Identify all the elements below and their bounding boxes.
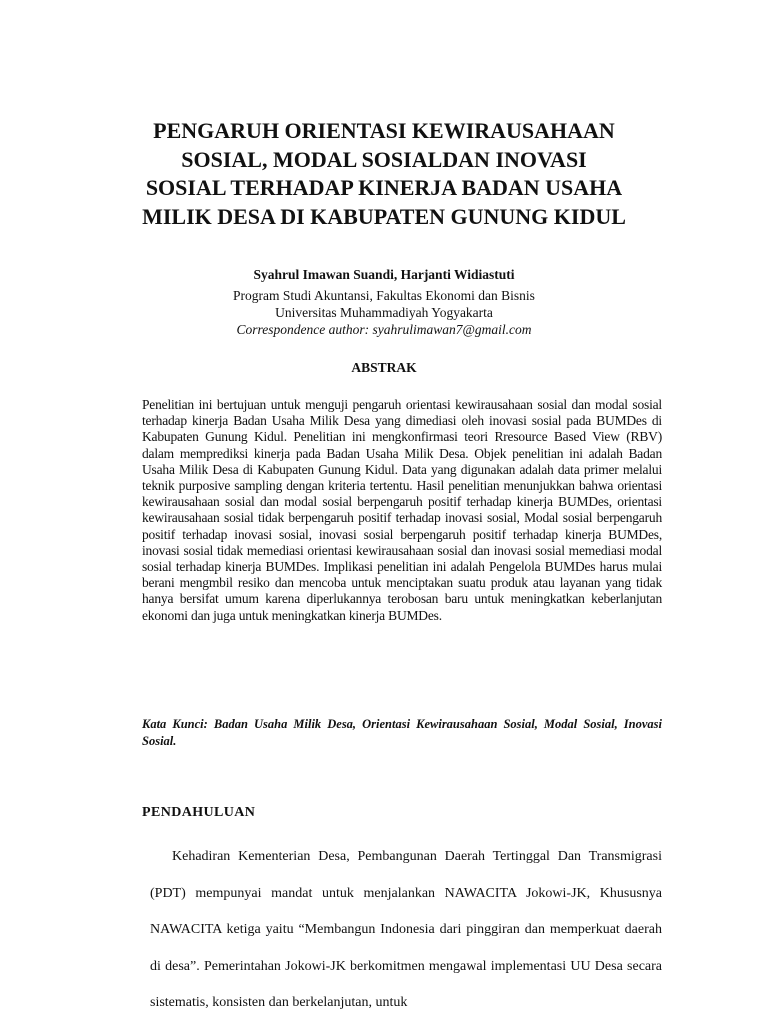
correspondence-email-link[interactable]: syahrulimawan7@gmail.com <box>372 322 532 337</box>
keywords-line: Kata Kunci: Badan Usaha Milik Desa, Orientasi Kewirausahaan Sosial, Modal Sosial, Inovasi Sosial. <box>142 717 662 748</box>
correspondence-line <box>140 321 628 338</box>
affiliation-university: Universitas Muhammadiyah Yogyakarta <box>275 305 493 320</box>
correspondence-label: Correspondence author: <box>236 322 373 337</box>
abstract-paragraph: Penelitian ini bertujuan untuk menguji pengaruh orientasi kewirausahaan sosial dan modal sosial terhadap kinerja Badan Usaha Milik Desa yang dimediasi oleh inovasi sosial pada BUMDes di Kabupaten Gunung Kidul. Penelitian ini mengkonfirmasi teori Rresource Based View (RBV) dalam memprediksi kinerja pada Badan Usaha Milik Desa. Objek penelitian ini adalah Badan Usaha Milik Desa di Kabupaten Gunung Kidul. Data yang digunakan adalah data primer melalui teknik purposive sampling dengan kriteria tertentu. Hasil penelitian menunjukkan bahwa orientasi kewirausahaan sosial dan modal sosial berpengaruh positif terhadap kinerja BUMDes, orientasi kewirausahaan sosial tidak berpengaruh positif terhadap inovasi sosial, Modal sosial berpengaruh positif terhadap inovasi sosial, inovasi sosial berpengaruh positif terhadap kinerja BUMDes, inovasi sosial tidak memediasi orientasi kewirausahaan sosial dan inovasi sosial memediasi modal sosial terhadap kinerja BUMDes. Implikasi penelitian ini adalah Pengelola BUMDes harus mulai berani mengmbil resiko dan mencoba untuk menciptakan suatu produk atau layanan yang tidak hanya bersifat umum karena diperlukannya terobosan baru untuk meningkatkan keberlanjutan ekonomi dan juga untuk meningkatkan kinerja BUMDes. <box>142 397 662 623</box>
paper-title: PENGARUH ORIENTASI KEWIRAUSAHAAN SOSIAL, MODAL SOSIALDAN INOVASI SOSIAL TERHADAP KINERJA BADAN USAHA MILIK DESA DI KABUPATEN GUNUNG KIDUL <box>142 118 626 229</box>
affiliation-program: Program Studi Akuntansi, Fakultas Ekonomi dan Bisnis <box>233 288 535 303</box>
affiliation-block <box>140 287 628 338</box>
abstract-heading: ABSTRAK <box>351 360 417 375</box>
section-heading-introduction: PENDAHULUAN <box>142 805 256 820</box>
author-names: Syahrul Imawan Suandi, Harjanti Widiastuti <box>253 267 515 282</box>
introduction-paragraph: Kehadiran Kementerian Desa, Pembangunan Daerah Tertinggal Dan Transmigrasi (PDT) mempunyai mandat untuk menjalankan NAWACITA Jokowi-JK, Khususnya NAWACITA ketiga yaitu “Membangun Indonesia dari pinggiran dan memperkuat daerah di desa”. Pemerintahan Jokowi-JK berkomitmen mengawal implementasi UU Desa secara sistematis, konsisten dan berkelanjutan, untuk <box>150 849 662 1010</box>
